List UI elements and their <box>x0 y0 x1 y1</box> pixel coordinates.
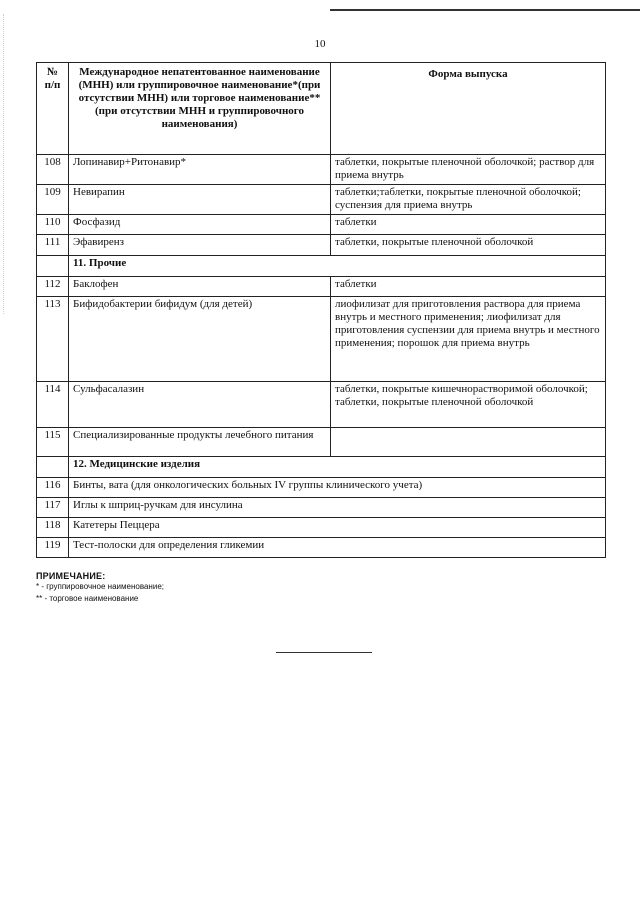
notes-title: ПРИМЕЧАНИЕ: <box>36 571 106 581</box>
table-row <box>37 277 606 297</box>
row-form <box>331 428 606 457</box>
drug-list-table <box>36 62 606 558</box>
left-margin-dots <box>3 14 4 314</box>
row-name: Баклофен <box>69 277 331 297</box>
table-row <box>37 215 606 235</box>
table-row <box>37 185 606 215</box>
row-number: 118 <box>37 518 69 538</box>
table-row <box>37 428 606 457</box>
section-row <box>37 457 606 478</box>
top-border-line <box>330 9 640 11</box>
header-number: № п/п <box>37 63 69 155</box>
section-row <box>37 256 606 277</box>
row-form: таблетки;таблетки, покрытые пленочной оболочкой; суспензия для приема внутрь <box>331 185 606 215</box>
row-number: 119 <box>37 538 69 558</box>
row-number: 113 <box>37 297 69 382</box>
row-name: Катетеры Пеццера <box>69 518 606 538</box>
section-title: 11. Прочие <box>69 256 606 277</box>
table-header-row <box>37 63 606 155</box>
row-form: таблетки, покрытые пленочной оболочкой; раствор для приема внутрь <box>331 155 606 185</box>
row-name: Лопинавир+Ритонавир* <box>69 155 331 185</box>
table-row <box>37 498 606 518</box>
section-title: 12. Медицинские изделия <box>69 457 606 478</box>
header-name: Международное непатентованное наименование (МНН) или группировочное наименование*(при отсутствии МНН) или торговое наименование** (при отсутствии МНН и группировочного наименования) <box>69 63 331 155</box>
row-number: 114 <box>37 382 69 428</box>
row-number: 111 <box>37 235 69 256</box>
row-name: Специализированные продукты лечебного питания <box>69 428 331 457</box>
row-name: Иглы к шприц-ручкам для инсулина <box>69 498 606 518</box>
row-form: лиофилизат для приготовления раствора для приема внутрь и местного применения; лиофилизат для приготовления суспензии для приема внутрь и местного применения; порошок для приема внутрь <box>331 297 606 382</box>
end-separator-line <box>276 652 372 653</box>
table-row <box>37 297 606 382</box>
row-form: таблетки <box>331 215 606 235</box>
row-name: Эфавиренз <box>69 235 331 256</box>
row-name: Сульфасалазин <box>69 382 331 428</box>
row-name: Тест-полоски для определения гликемии <box>69 538 606 558</box>
section-number-cell <box>37 457 69 478</box>
row-name: Фосфазид <box>69 215 331 235</box>
section-number-cell <box>37 256 69 277</box>
row-name: Бинты, вата (для онкологических больных IV группы клинического учета) <box>69 478 606 498</box>
table-row <box>37 382 606 428</box>
table-row <box>37 478 606 498</box>
row-number: 108 <box>37 155 69 185</box>
row-number: 112 <box>37 277 69 297</box>
row-form: таблетки, покрытые кишечнорастворимой оболочкой; таблетки, покрытые пленочной оболочкой <box>331 382 606 428</box>
row-name: Бифидобактерии бифидум (для детей) <box>69 297 331 382</box>
row-form: таблетки, покрытые пленочной оболочкой <box>331 235 606 256</box>
row-number: 110 <box>37 215 69 235</box>
header-form: Форма выпуска <box>331 63 606 155</box>
row-number: 116 <box>37 478 69 498</box>
table-row <box>37 235 606 256</box>
row-name: Невирапин <box>69 185 331 215</box>
row-number: 115 <box>37 428 69 457</box>
footnote-item: * - группировочное наименование; <box>36 582 164 591</box>
row-number: 109 <box>37 185 69 215</box>
table-row <box>37 538 606 558</box>
footnote-item: ** - торговое наименование <box>36 594 139 603</box>
page-number: 10 <box>314 38 326 50</box>
table-row <box>37 155 606 185</box>
row-form: таблетки <box>331 277 606 297</box>
row-number: 117 <box>37 498 69 518</box>
footnotes <box>36 571 436 605</box>
table-row <box>37 518 606 538</box>
